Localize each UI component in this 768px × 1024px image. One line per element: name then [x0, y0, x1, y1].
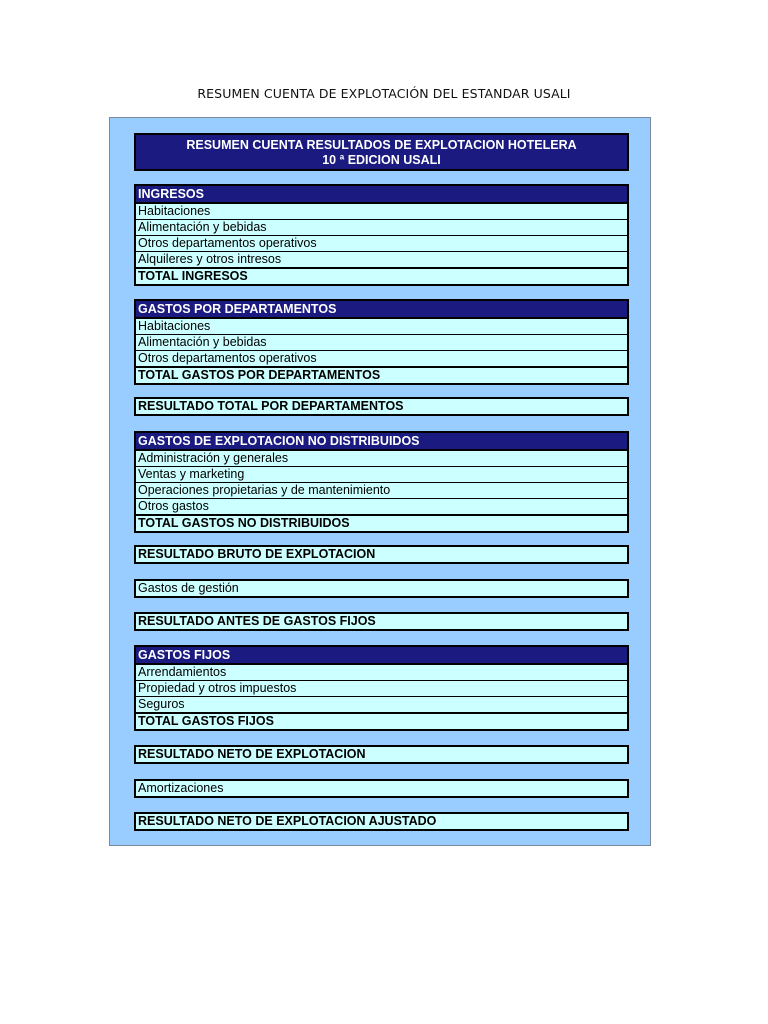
- ingresos-item: Alimentación y bebidas: [136, 220, 627, 236]
- table-header: [134, 133, 629, 171]
- amortizaciones: Amortizaciones: [134, 779, 629, 798]
- document-title: RESUMEN CUENTA DE EXPLOTACIÓN DEL ESTANDAR USALI: [197, 86, 571, 101]
- gastos-fijos-section: [134, 645, 629, 731]
- gastos-departamentos-item: Otros departamentos operativos: [136, 351, 627, 367]
- gastos-departamentos-item: Alimentación y bebidas: [136, 335, 627, 351]
- gastos-fijos-item: Arrendamientos: [136, 665, 627, 681]
- gastos-fijos-item: Seguros: [136, 697, 627, 713]
- gastos-fijos-total: TOTAL GASTOS FIJOS: [136, 713, 627, 729]
- resultado-antes-fijos: RESULTADO ANTES DE GASTOS FIJOS: [134, 612, 629, 631]
- gastos-fijos-item: Propiedad y otros impuestos: [136, 681, 627, 697]
- usali-summary-panel: [109, 117, 651, 846]
- header-line-2: 10 ª EDICION USALI: [322, 153, 441, 167]
- ingresos-item: Otros departamentos operativos: [136, 236, 627, 252]
- resultado-bruto: RESULTADO BRUTO DE EXPLOTACION: [134, 545, 629, 564]
- gastos-departamentos-item: Habitaciones: [136, 319, 627, 335]
- gastos-departamentos-section: [134, 299, 629, 385]
- gastos-no-distribuidos-title: GASTOS DE EXPLOTACION NO DISTRIBUIDOS: [136, 433, 627, 451]
- gastos-fijos-title: GASTOS FIJOS: [136, 647, 627, 665]
- gastos-departamentos-title: GASTOS POR DEPARTAMENTOS: [136, 301, 627, 319]
- gastos-no-distribuidos-item: Otros gastos: [136, 499, 627, 515]
- gastos-no-distribuidos-item: Administración y generales: [136, 451, 627, 467]
- gastos-no-distribuidos-total: TOTAL GASTOS NO DISTRIBUIDOS: [136, 515, 627, 531]
- ingresos-item: Habitaciones: [136, 204, 627, 220]
- gastos-gestion: Gastos de gestión: [134, 579, 629, 598]
- gastos-no-distribuidos-item: Operaciones propietarias y de mantenimiento: [136, 483, 627, 499]
- resultado-neto: RESULTADO NETO DE EXPLOTACION: [134, 745, 629, 764]
- ingresos-section: [134, 184, 629, 286]
- resultado-neto-ajustado: RESULTADO NETO DE EXPLOTACION AJUSTADO: [134, 812, 629, 831]
- gastos-no-distribuidos-section: [134, 431, 629, 533]
- gastos-departamentos-total: TOTAL GASTOS POR DEPARTAMENTOS: [136, 367, 627, 383]
- ingresos-item: Alquileres y otros intresos: [136, 252, 627, 268]
- ingresos-title: INGRESOS: [136, 186, 627, 204]
- resultado-departamentos: RESULTADO TOTAL POR DEPARTAMENTOS: [134, 397, 629, 416]
- header-line-1: RESUMEN CUENTA RESULTADOS DE EXPLOTACION HOTELERA: [186, 138, 577, 152]
- ingresos-total: TOTAL INGRESOS: [136, 268, 627, 284]
- gastos-no-distribuidos-item: Ventas y marketing: [136, 467, 627, 483]
